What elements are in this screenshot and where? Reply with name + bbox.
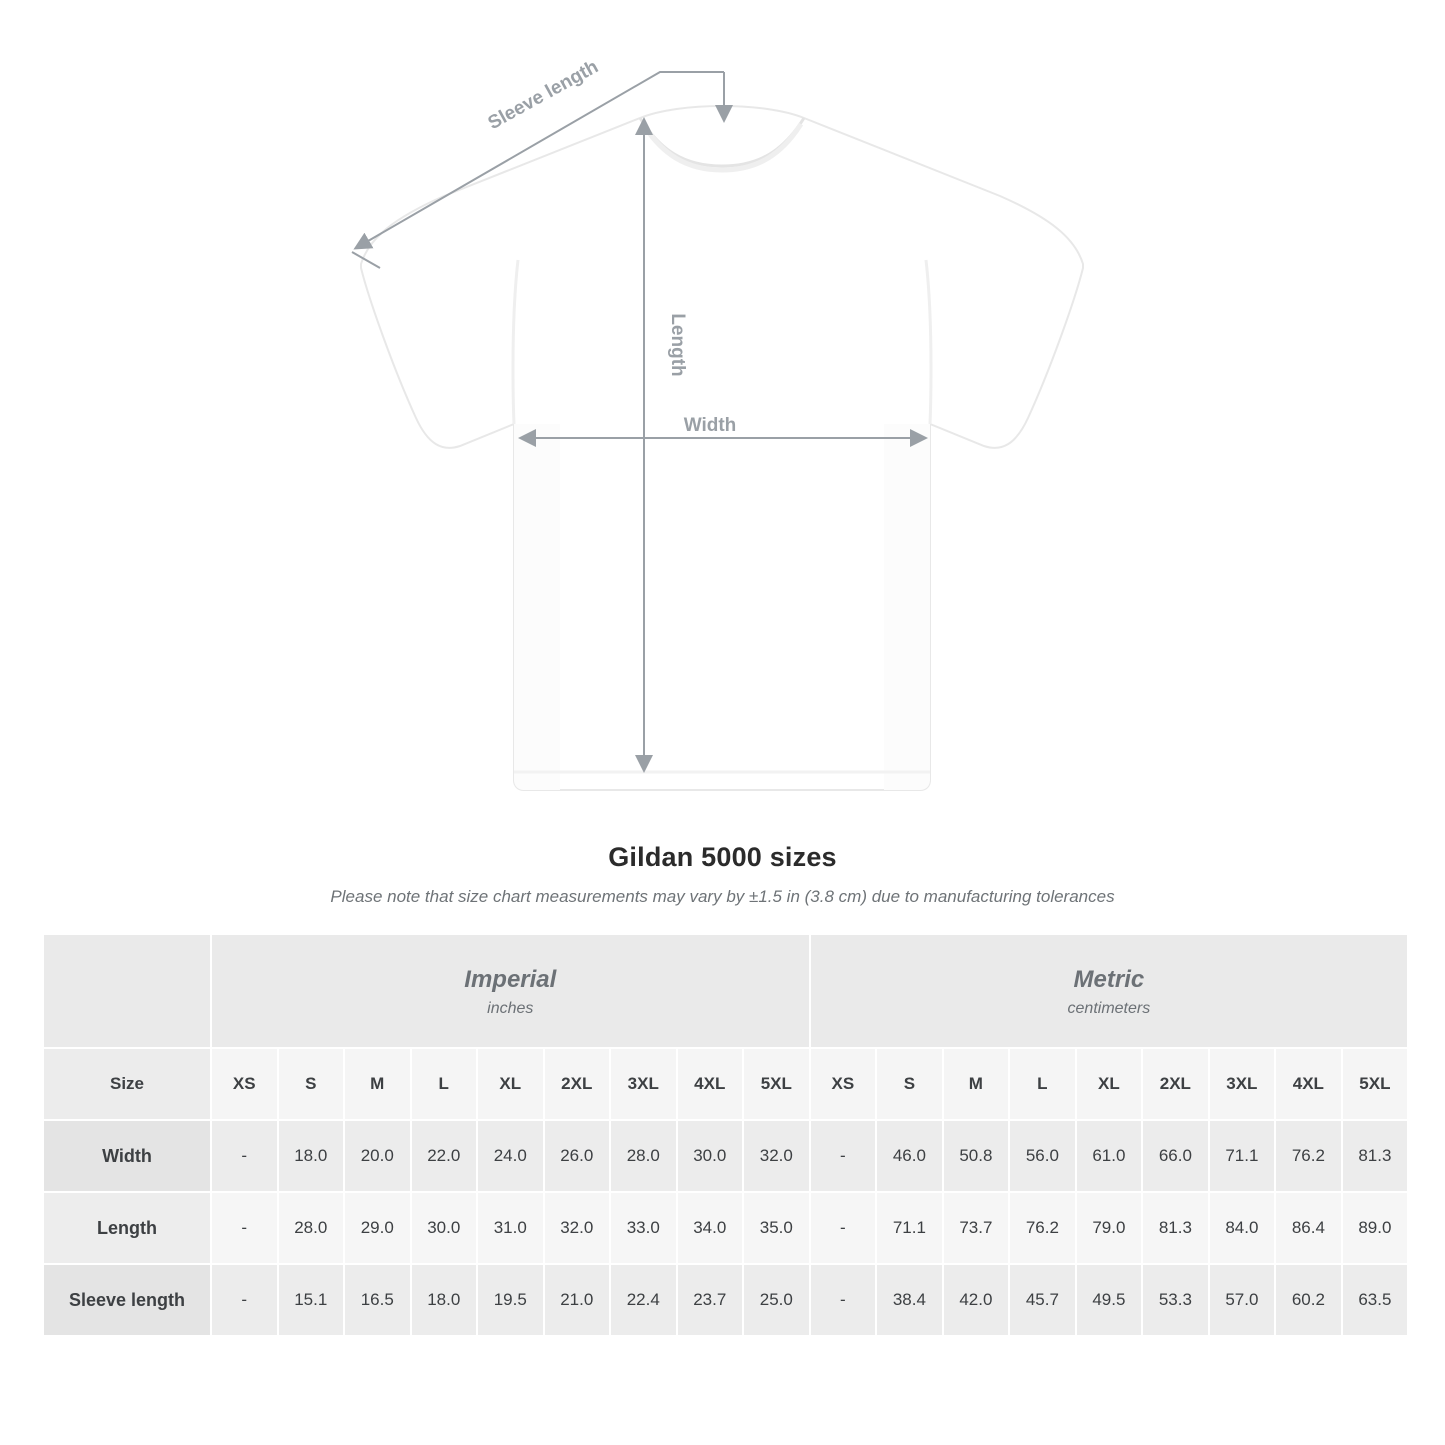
title-block	[0, 842, 1445, 907]
cell-sleeve-imp-xl: 19.5	[477, 1264, 544, 1336]
length-label: Length	[667, 313, 688, 377]
cell-width-imp-xs: -	[211, 1120, 278, 1192]
cell-width-met-s: 46.0	[876, 1120, 943, 1192]
cell-width-met-m: 50.8	[943, 1120, 1010, 1192]
size-table	[42, 933, 1409, 1337]
header-imperial-2xl: 2XL	[544, 1048, 611, 1120]
unit-cell-metric	[810, 934, 1409, 1048]
cell-length-imp-s: 28.0	[278, 1192, 345, 1264]
cell-length-met-4xl: 86.4	[1275, 1192, 1342, 1264]
cell-sleeve-met-4xl: 60.2	[1275, 1264, 1342, 1336]
unit-sub-metric: centimeters	[1067, 999, 1151, 1017]
tolerance-note: Please note that size chart measurements may vary by ±1.5 in (3.8 cm) due to manufacturing tolerances	[330, 887, 1115, 906]
cell-sleeve-imp-4xl: 23.7	[677, 1264, 744, 1336]
cell-sleeve-met-s: 38.4	[876, 1264, 943, 1336]
header-imperial-5xl: 5XL	[743, 1048, 810, 1120]
table-row	[43, 1120, 1408, 1192]
page-title: Gildan 5000 sizes	[608, 842, 837, 872]
cell-sleeve-met-5xl: 63.5	[1342, 1264, 1409, 1336]
header-imperial-s: S	[278, 1048, 345, 1120]
header-metric-xl: XL	[1076, 1048, 1143, 1120]
cell-width-imp-2xl: 26.0	[544, 1120, 611, 1192]
size-table-wrapper	[42, 933, 1403, 1337]
row-label-sleeve-length: Sleeve length	[43, 1264, 211, 1336]
cell-sleeve-imp-2xl: 21.0	[544, 1264, 611, 1336]
tshirt-shape	[361, 106, 1083, 790]
cell-sleeve-met-2xl: 53.3	[1142, 1264, 1209, 1336]
header-imperial-3xl: 3XL	[610, 1048, 677, 1120]
cell-width-met-xl: 61.0	[1076, 1120, 1143, 1192]
cell-length-met-s: 71.1	[876, 1192, 943, 1264]
row-label-width: Width	[43, 1120, 211, 1192]
cell-length-imp-5xl: 35.0	[743, 1192, 810, 1264]
cell-width-met-5xl: 81.3	[1342, 1120, 1409, 1192]
header-metric-xs: XS	[810, 1048, 877, 1120]
cell-width-imp-m: 20.0	[344, 1120, 411, 1192]
cell-length-met-xs: -	[810, 1192, 877, 1264]
cell-sleeve-imp-5xl: 25.0	[743, 1264, 810, 1336]
cell-length-imp-2xl: 32.0	[544, 1192, 611, 1264]
unit-name-imperial: Imperial	[464, 965, 557, 993]
unit-header-row	[43, 934, 1408, 1048]
header-imperial-xl: XL	[477, 1048, 544, 1120]
table-row	[43, 1264, 1408, 1336]
cell-sleeve-imp-m: 16.5	[344, 1264, 411, 1336]
cell-width-met-3xl: 71.1	[1209, 1120, 1276, 1192]
cell-sleeve-met-xs: -	[810, 1264, 877, 1336]
table-row	[43, 1192, 1408, 1264]
cell-sleeve-imp-xs: -	[211, 1264, 278, 1336]
sleeve-length-label: Sleeve length	[484, 56, 602, 135]
cell-length-met-2xl: 81.3	[1142, 1192, 1209, 1264]
header-imperial-xs: XS	[211, 1048, 278, 1120]
cell-length-met-3xl: 84.0	[1209, 1192, 1276, 1264]
header-metric-3xl: 3XL	[1209, 1048, 1276, 1120]
unit-cell-imperial	[211, 934, 810, 1048]
cell-width-met-4xl: 76.2	[1275, 1120, 1342, 1192]
header-imperial-l: L	[411, 1048, 478, 1120]
cell-width-imp-3xl: 28.0	[610, 1120, 677, 1192]
header-metric-l: L	[1009, 1048, 1076, 1120]
cell-width-met-xs: -	[810, 1120, 877, 1192]
cell-sleeve-met-l: 45.7	[1009, 1264, 1076, 1336]
cell-width-imp-5xl: 32.0	[743, 1120, 810, 1192]
cell-sleeve-met-xl: 49.5	[1076, 1264, 1143, 1336]
cell-length-met-l: 76.2	[1009, 1192, 1076, 1264]
cell-length-imp-4xl: 34.0	[677, 1192, 744, 1264]
cell-length-met-m: 73.7	[943, 1192, 1010, 1264]
header-metric-m: M	[943, 1048, 1010, 1120]
cell-length-imp-xs: -	[211, 1192, 278, 1264]
cell-sleeve-imp-l: 18.0	[411, 1264, 478, 1336]
row-label-length: Length	[43, 1192, 211, 1264]
header-metric-s: S	[876, 1048, 943, 1120]
cell-width-imp-4xl: 30.0	[677, 1120, 744, 1192]
unit-name-metric: Metric	[1073, 965, 1145, 993]
cell-width-imp-l: 22.0	[411, 1120, 478, 1192]
unit-sub-imperial: inches	[487, 999, 534, 1017]
cell-width-imp-s: 18.0	[278, 1120, 345, 1192]
header-metric-4xl: 4XL	[1275, 1048, 1342, 1120]
cell-width-met-2xl: 66.0	[1142, 1120, 1209, 1192]
size-header-row	[43, 1048, 1408, 1120]
cell-width-met-l: 56.0	[1009, 1120, 1076, 1192]
cell-length-imp-3xl: 33.0	[610, 1192, 677, 1264]
cell-sleeve-imp-3xl: 22.4	[610, 1264, 677, 1336]
cell-sleeve-met-m: 42.0	[943, 1264, 1010, 1336]
header-imperial-4xl: 4XL	[677, 1048, 744, 1120]
cell-width-imp-xl: 24.0	[477, 1120, 544, 1192]
cell-length-met-5xl: 89.0	[1342, 1192, 1409, 1264]
cell-sleeve-met-3xl: 57.0	[1209, 1264, 1276, 1336]
cell-length-imp-l: 30.0	[411, 1192, 478, 1264]
header-metric-5xl: 5XL	[1342, 1048, 1409, 1120]
header-imperial-m: M	[344, 1048, 411, 1120]
header-size-label: Size	[43, 1048, 211, 1120]
cell-sleeve-imp-s: 15.1	[278, 1264, 345, 1336]
unit-spacer-cell	[43, 934, 211, 1048]
cell-length-imp-m: 29.0	[344, 1192, 411, 1264]
cell-length-imp-xl: 31.0	[477, 1192, 544, 1264]
cell-length-met-xl: 79.0	[1076, 1192, 1143, 1264]
header-metric-2xl: 2XL	[1142, 1048, 1209, 1120]
width-label: Width	[683, 415, 737, 436]
